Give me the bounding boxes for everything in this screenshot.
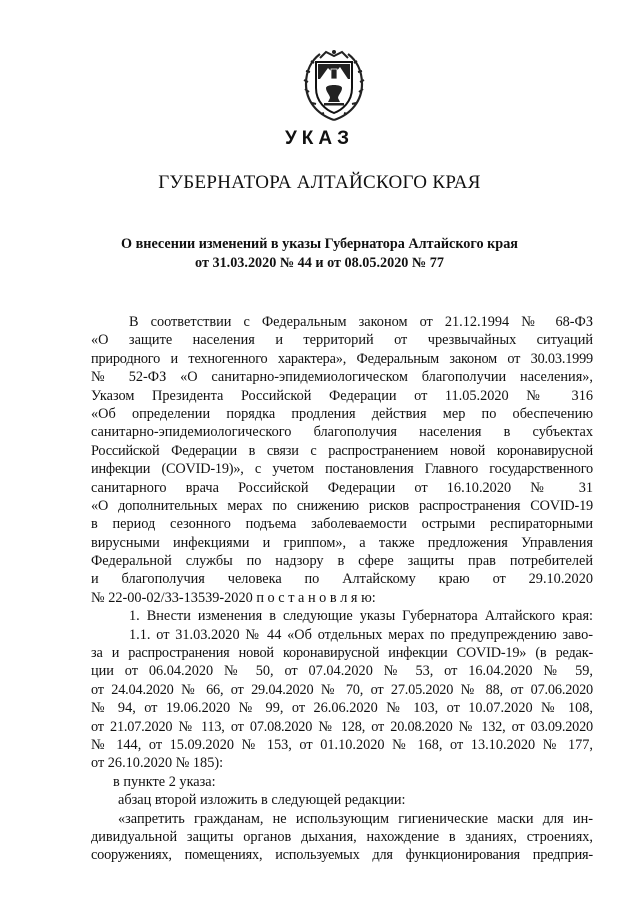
body-line: «запретить гражданам, не использующим гигиенические маски для ин- — [118, 810, 593, 827]
decree-body — [91, 313, 593, 865]
body-line: в пункте 2 указа: — [113, 773, 216, 790]
body-line: от 24.04.2020 № 66, от 29.04.2020 № 70, от 27.05.2020 № 88, от 07.06.2020 — [91, 681, 593, 698]
decree-subject — [90, 235, 549, 273]
body-line: В соответствии с Федеральным законом от 21.12.1994 № 68-ФЗ — [129, 314, 593, 330]
body-line: от 26.10.2020 № 185): — [91, 755, 224, 772]
subject-line-1: О внесении изменений в указы Губернатора Алтайского края — [121, 236, 518, 252]
body-line: абзац второй изложить в следующей редакции: — [118, 792, 406, 809]
body-line: 1.1. от 31.03.2020 № 44 «Об отдельных мерах по предупреждению заво- — [129, 626, 593, 643]
body-line: «О дополнительных мерах по снижению рисков распространения COVID-19 — [91, 497, 593, 514]
body-line: от 21.07.2020 № 113, от 07.08.2020 № 128, от 20.08.2020 № 132, от 03.09.2020 — [91, 718, 593, 735]
subject-line-2: от 31.03.2020 № 44 и от 08.05.2020 № 77 — [195, 255, 444, 271]
body-line: природного и техногенного характера», Федеральным законом от 30.03.1999 — [91, 350, 593, 367]
body-line: дивидуальной защиты органов дыхания, нахождение в зданиях, строениях, — [91, 828, 593, 845]
body-line: Указом Президента Российской Федерации от 11.05.2020 № 316 — [91, 387, 593, 404]
body-line: № 144, от 15.09.2020 № 153, от 01.10.2020 № 168, от 13.10.2020 № 177, — [91, 736, 593, 753]
body-line: «Об определении порядка продления действия мер по обеспечению — [91, 405, 593, 422]
body-line: санитарного врача Российской Федерации от 16.10.2020 № 31 — [91, 479, 593, 496]
body-line: № 22-00-02/33-13539-2020 п о с т а н о в л я ю: — [91, 589, 376, 606]
body-line: 1. Внести изменения в следующие указы Губернатора Алтайского края: — [129, 608, 593, 625]
altai-krai-coat-of-arms-icon — [302, 48, 366, 122]
decree-subtitle: ГУБЕРНАТОРА АЛТАЙСКОГО КРАЯ — [158, 172, 481, 193]
body-line: вирусными инфекциями и гриппом», а также предложения Управления — [91, 534, 593, 551]
body-line: Российской Федерации в связи с распространением новой коронавирусной — [91, 442, 593, 459]
body-line: № 94, от 19.06.2020 № 99, от 26.06.2020 № 103, от 10.07.2020 № 108, — [91, 700, 593, 717]
body-line: и благополучия человека по Алтайскому краю от 29.10.2020 — [91, 571, 593, 588]
body-line: санитарно-эпидемиологического благополучия населения в субъектах — [91, 424, 593, 441]
body-line: ции от 06.04.2020 № 50, от 07.04.2020 № 53, от 16.04.2020 № 59, — [91, 663, 593, 680]
decree-title: УКАЗ — [284, 128, 355, 149]
body-line: «О защите населения и территорий от чрезвычайных ситуаций — [91, 332, 593, 349]
body-line: инфекции (COVID-19)», с учетом постановления Главного государственного — [91, 461, 593, 478]
body-line: № 52-ФЗ «О санитарно-эпидемиологическом благополучии населения», — [91, 369, 593, 386]
body-line: в период сезонного подъема заболеваемости острыми респираторными — [91, 516, 593, 533]
body-line: Федеральной службы по надзору в сфере защиты прав потребителей — [91, 553, 593, 570]
body-line: за и распространения новой коронавирусной инфекции COVID-19» (в редак- — [91, 645, 593, 662]
body-line: сооружениях, помещениях, используемых для функционирования предприя- — [91, 847, 593, 864]
